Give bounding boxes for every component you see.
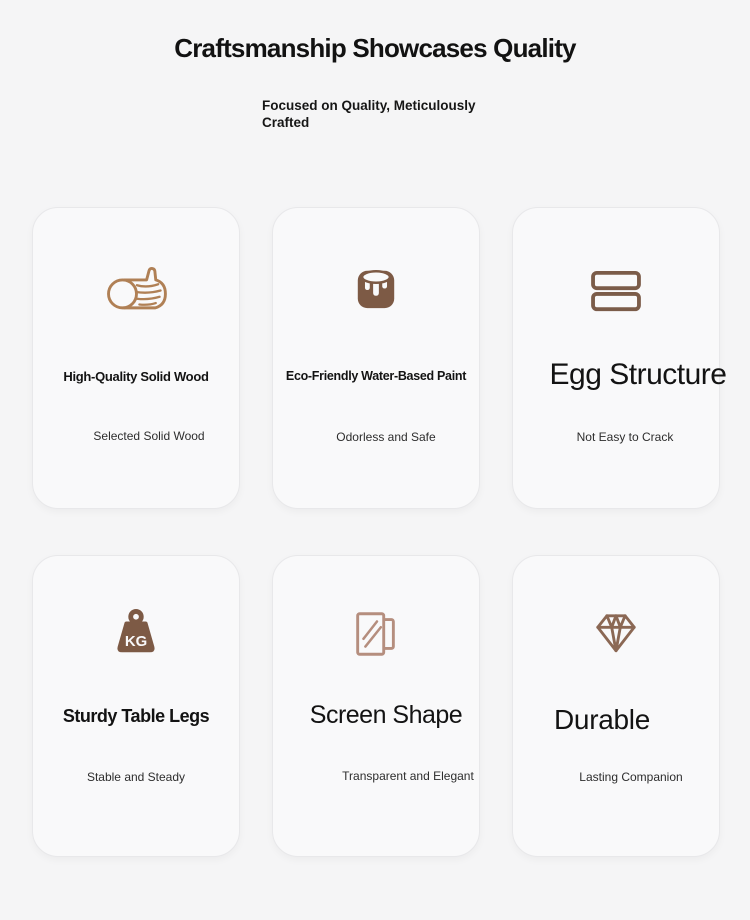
svg-text:KG: KG [124,634,148,651]
kg-weight-icon [33,607,239,663]
feature-subtitle: Transparent and Elegant [342,769,474,783]
section-title: Craftsmanship Showcases Quality [174,33,576,63]
diamond-icon [513,610,719,656]
feature-subtitle: Lasting Companion [579,770,683,784]
paint-bucket-icon [273,262,479,316]
feature-card-egg-structure [512,207,727,509]
feature-card-table-legs [32,555,240,857]
feature-card-solid-wood [32,207,240,509]
feature-subtitle: Selected Solid Wood [93,429,205,443]
feature-title: Sturdy Table Legs [62,706,210,726]
egg-structure-icon [513,270,719,314]
feature-title: Egg Structure [549,358,727,391]
feature-title: Durable [554,704,650,735]
feature-subtitle: Odorless and Safe [336,430,436,444]
feature-subtitle: Stable and Steady [86,770,186,784]
feature-card-screen-shape [272,555,480,857]
feature-subtitle: Not Easy to Crack [576,430,674,444]
feature-card-durable [512,555,720,857]
feature-title: High-Quality Solid Wood [63,369,209,384]
section-subtitle: Focused on Quality, Meticulously Crafted [262,98,476,130]
feature-title: Screen Shape [309,701,463,729]
feature-title: Eco-Friendly Water-Based Paint [285,369,467,383]
wood-log-icon [33,264,239,318]
screen-shape-icon [273,607,479,661]
feature-card-water-based-paint [272,207,480,509]
